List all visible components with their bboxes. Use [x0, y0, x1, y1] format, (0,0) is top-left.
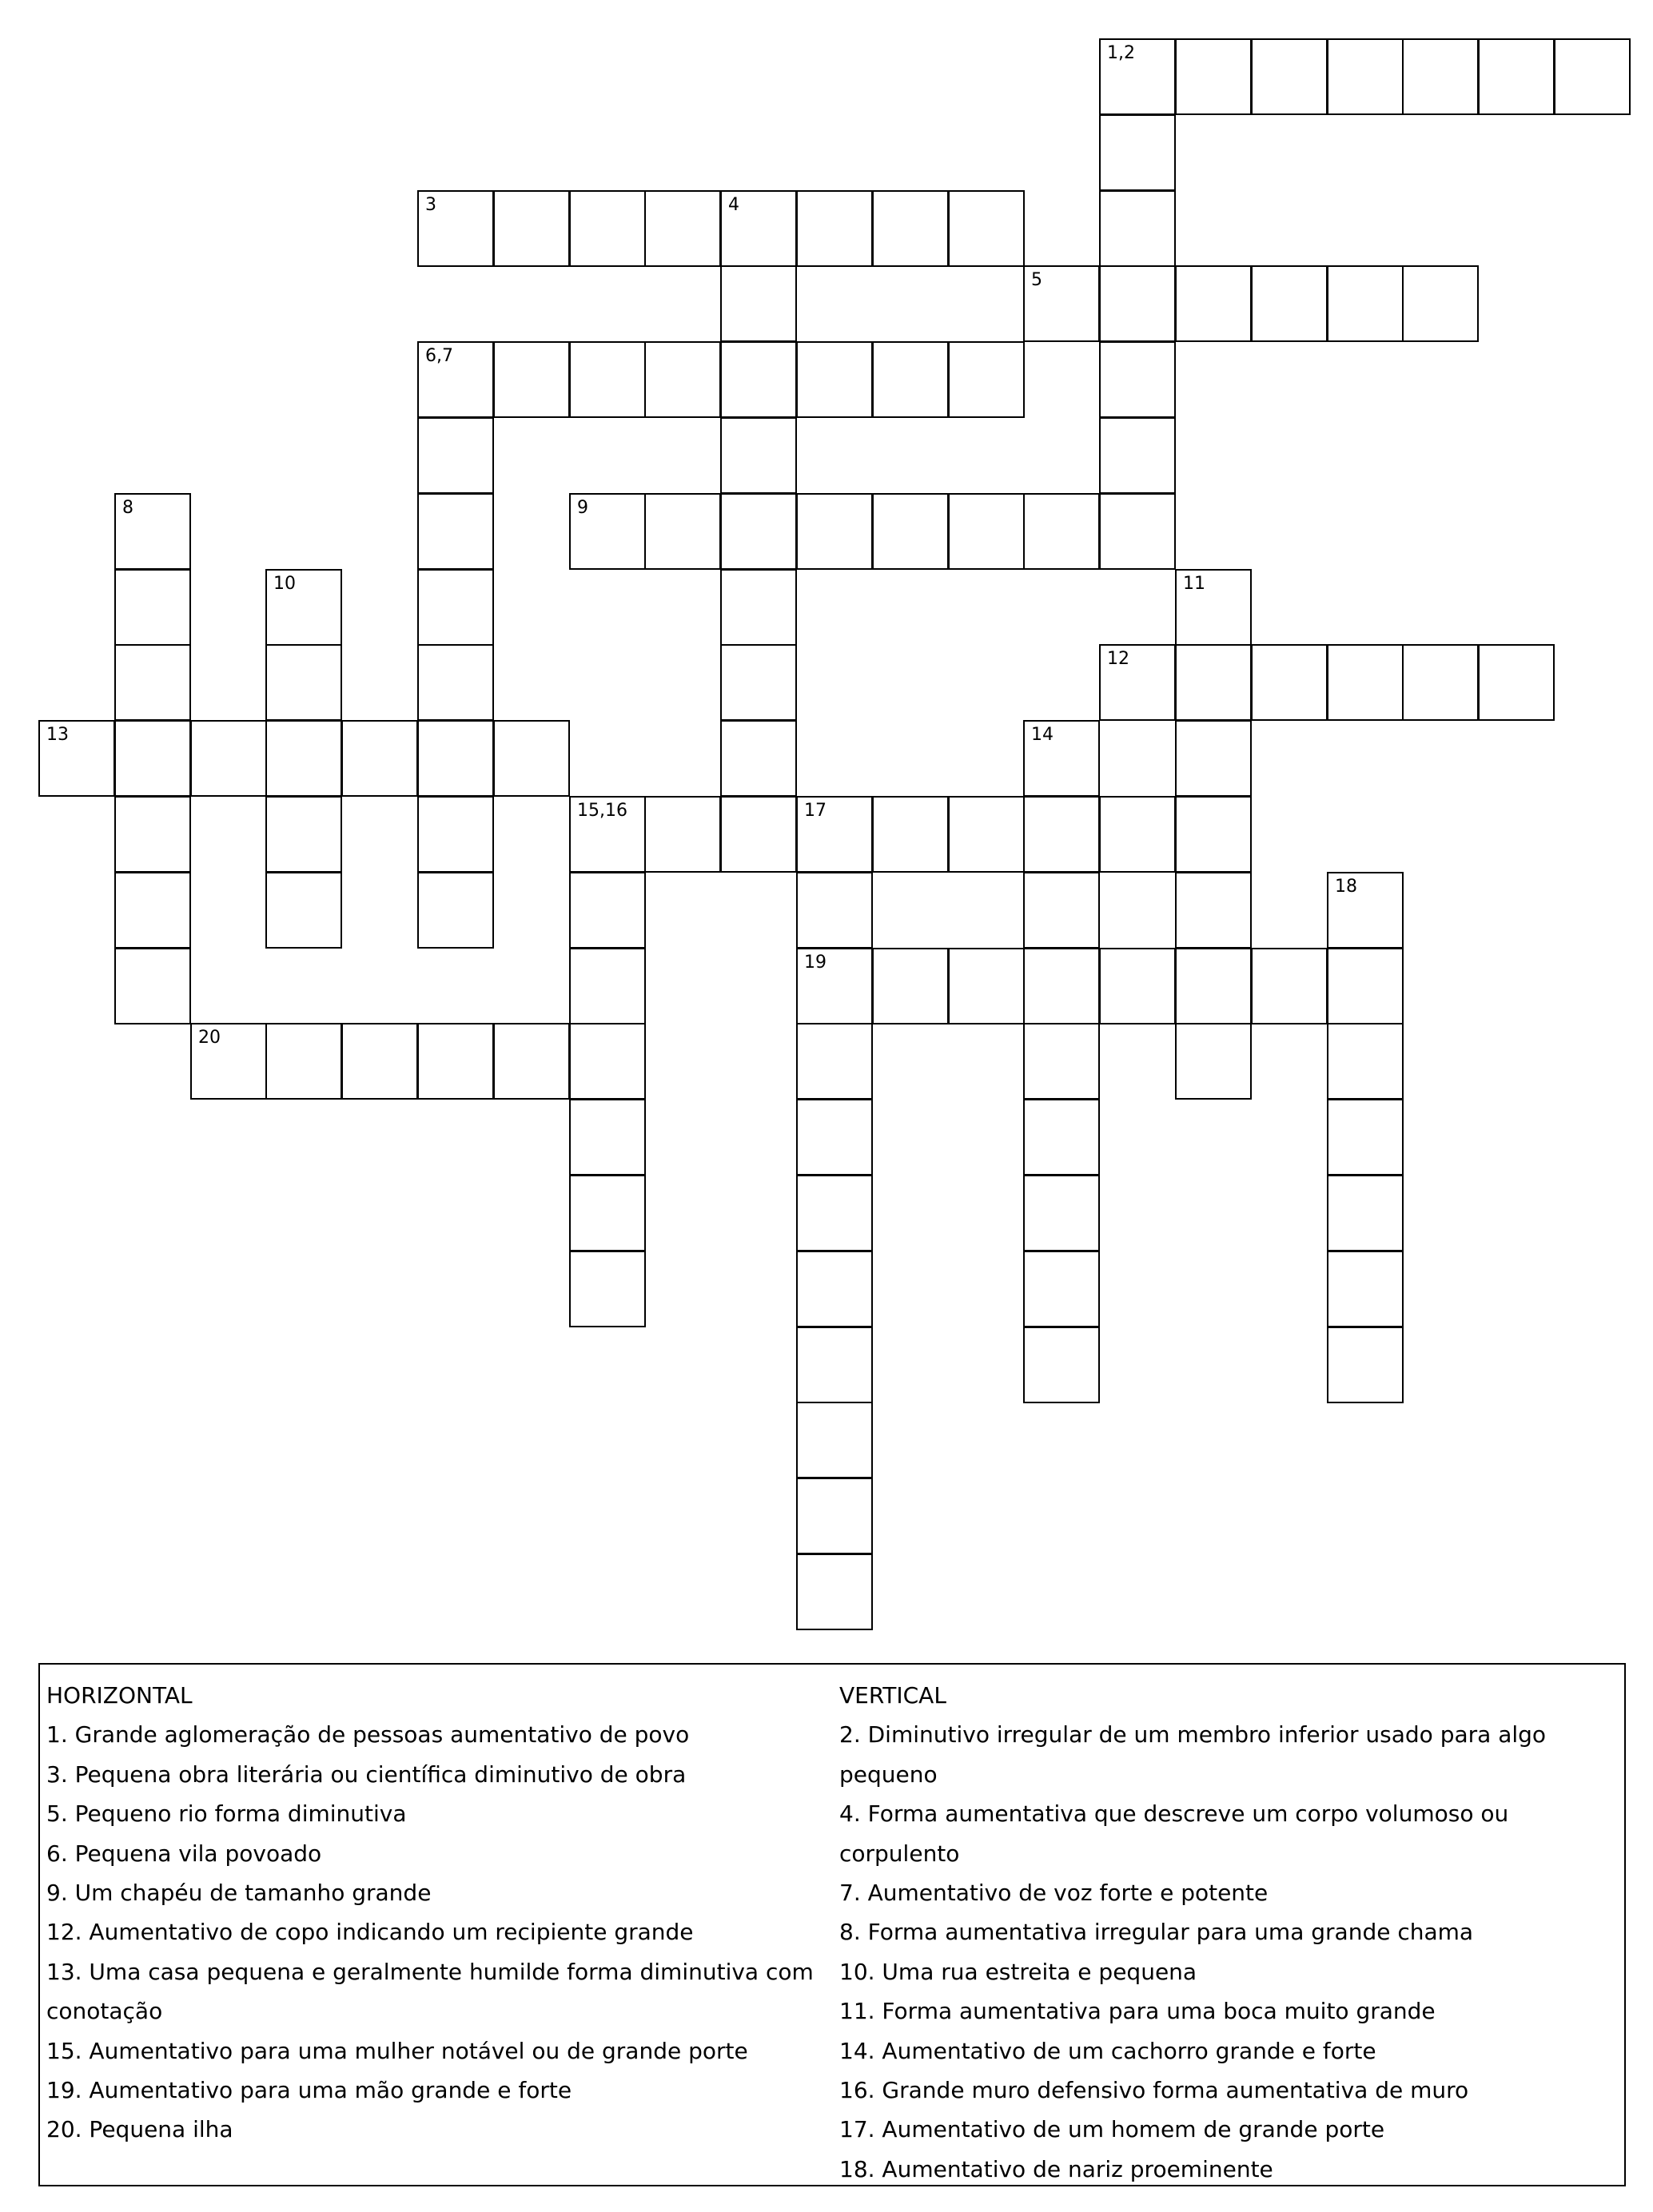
- clue-v-14: 14. Aumentativo de um cachorro grande e forte: [839, 2037, 1376, 2064]
- crossword-cell[interactable]: [1023, 948, 1100, 1024]
- clue-number-6-7: 6,7: [425, 346, 453, 366]
- crossword-cell[interactable]: [1099, 417, 1176, 494]
- crossword-cell[interactable]: [493, 1023, 570, 1100]
- crossword-cell[interactable]: [569, 796, 646, 873]
- crossword-cell[interactable]: [1402, 38, 1479, 115]
- crossword-cell[interactable]: [265, 644, 342, 721]
- crossword-cell[interactable]: [796, 1327, 873, 1403]
- crossword-cell[interactable]: [569, 341, 646, 418]
- crossword-cell[interactable]: [417, 417, 494, 494]
- clue-number-4: 4: [728, 195, 739, 215]
- vertical-clues: [839, 1676, 1623, 2189]
- crossword-cell[interactable]: [796, 1554, 873, 1630]
- crossword-cell[interactable]: [265, 796, 342, 873]
- crossword-cell[interactable]: [1175, 265, 1252, 342]
- crossword-cell[interactable]: [720, 644, 797, 721]
- clue-v-4: 4. Forma aumentativa que descreve um corpo volumoso ou corpulento: [839, 1800, 1509, 1867]
- clue-number-14: 14: [1031, 725, 1054, 745]
- crossword-cell[interactable]: [1478, 644, 1555, 721]
- crossword-cell[interactable]: [796, 948, 873, 1024]
- clue-number-3: 3: [425, 195, 436, 215]
- crossword-cell[interactable]: [1023, 872, 1100, 949]
- clue-h-15: 15. Aumentativo para uma mulher notável ou de grande porte: [46, 2037, 748, 2064]
- crossword-cell[interactable]: [114, 872, 191, 949]
- crossword-cell[interactable]: [265, 872, 342, 949]
- crossword-cell[interactable]: [796, 1478, 873, 1554]
- crossword-cell[interactable]: [644, 190, 721, 267]
- clue-number-10: 10: [273, 574, 296, 594]
- crossword-cell[interactable]: [114, 796, 191, 873]
- clue-h-1: 1. Grande aglomeração de pessoas aumentativo de povo: [46, 1721, 690, 1749]
- crossword-cell[interactable]: [1251, 265, 1328, 342]
- crossword-cell[interactable]: [796, 1099, 873, 1176]
- crossword-cell[interactable]: [1099, 114, 1176, 191]
- crossword-cell[interactable]: [872, 493, 949, 570]
- clue-v-8: 8. Forma aumentativa irregular para uma grande chama: [839, 1919, 1474, 1946]
- crossword-cell[interactable]: [341, 720, 418, 797]
- crossword-cell[interactable]: [265, 569, 342, 646]
- clue-v-7: 7. Aumentativo de voz forte e potente: [839, 1880, 1269, 1907]
- crossword-cell[interactable]: [1554, 38, 1631, 115]
- crossword-cell[interactable]: [1023, 1099, 1100, 1176]
- crossword-cell[interactable]: [1327, 38, 1404, 115]
- crossword-cell[interactable]: [1478, 38, 1555, 115]
- crossword-cell[interactable]: [1175, 644, 1252, 721]
- crossword-cell[interactable]: [1251, 644, 1328, 721]
- crossword-cell[interactable]: [872, 796, 949, 873]
- crossword-cell[interactable]: [569, 1251, 646, 1327]
- clues-box: [38, 1663, 1626, 2186]
- clue-number-9: 9: [577, 498, 588, 518]
- crossword-cell[interactable]: [1327, 1099, 1404, 1176]
- crossword-cell[interactable]: [493, 720, 570, 797]
- crossword-cell[interactable]: [1251, 948, 1328, 1024]
- crossword-cell[interactable]: [1023, 1175, 1100, 1251]
- crossword-cell[interactable]: [1099, 796, 1176, 873]
- crossword-cell[interactable]: [644, 796, 721, 873]
- crossword-cell[interactable]: [417, 190, 494, 267]
- crossword-cell[interactable]: [720, 190, 797, 267]
- crossword-cell[interactable]: [1023, 1327, 1100, 1403]
- crossword-cell[interactable]: [114, 569, 191, 646]
- crossword-cell[interactable]: [114, 720, 191, 797]
- crossword-cell[interactable]: [1023, 796, 1100, 873]
- crossword-cell[interactable]: [341, 1023, 418, 1100]
- crossword-cell[interactable]: [948, 493, 1025, 570]
- crossword-cell[interactable]: [1099, 644, 1176, 721]
- crossword-cell[interactable]: [493, 190, 570, 267]
- crossword-cell[interactable]: [796, 1402, 873, 1478]
- clue-number-15-16: 15,16: [577, 801, 627, 821]
- crossword-cell[interactable]: [948, 190, 1025, 267]
- crossword-cell[interactable]: [569, 190, 646, 267]
- crossword-cell[interactable]: [417, 569, 494, 646]
- horizontal-clues: [46, 1676, 830, 2150]
- crossword-cell[interactable]: [1099, 38, 1176, 115]
- clue-number-17: 17: [804, 801, 826, 821]
- crossword-cell[interactable]: [569, 493, 646, 570]
- clue-h-9: 9. Um chapéu de tamanho grande: [46, 1880, 432, 1907]
- crossword-cell[interactable]: [114, 948, 191, 1024]
- crossword-cell[interactable]: [569, 1175, 646, 1251]
- crossword-cell[interactable]: [1327, 1023, 1404, 1100]
- crossword-cell[interactable]: [1175, 38, 1252, 115]
- crossword-cell[interactable]: [1327, 1251, 1404, 1327]
- crossword-cell[interactable]: [417, 796, 494, 873]
- clue-h-12: 12. Aumentativo de copo indicando um recipiente grande: [46, 1919, 694, 1946]
- crossword-cell[interactable]: [1099, 190, 1176, 267]
- crossword-cell[interactable]: [796, 872, 873, 949]
- crossword-cell[interactable]: [720, 341, 797, 418]
- clue-number-12: 12: [1107, 649, 1129, 669]
- crossword-cell[interactable]: [1099, 948, 1176, 1024]
- crossword-cell[interactable]: [1023, 265, 1100, 342]
- crossword-cell[interactable]: [569, 948, 646, 1024]
- crossword-cell[interactable]: [1099, 341, 1176, 418]
- crossword-cell[interactable]: [1327, 1327, 1404, 1403]
- crossword-cell[interactable]: [1327, 872, 1404, 949]
- clue-h-3: 3. Pequena obra literária ou científica diminutivo de obra: [46, 1760, 687, 1788]
- crossword-cell[interactable]: [190, 1023, 267, 1100]
- crossword-cell[interactable]: [1402, 644, 1479, 721]
- clue-number-11: 11: [1183, 574, 1205, 594]
- crossword-cell[interactable]: [948, 796, 1025, 873]
- clue-number-13: 13: [46, 725, 69, 745]
- crossword-cell[interactable]: [872, 948, 949, 1024]
- clue-v-11: 11. Forma aumentativa para uma boca muito grande: [839, 1998, 1436, 2025]
- clue-v-16: 16. Grande muro defensivo forma aumentativa de muro: [839, 2077, 1469, 2104]
- crossword-cell[interactable]: [720, 569, 797, 646]
- crossword-cell[interactable]: [872, 190, 949, 267]
- crossword-cell[interactable]: [114, 644, 191, 721]
- crossword-cell[interactable]: [948, 341, 1025, 418]
- crossword-cell[interactable]: [1175, 872, 1252, 949]
- crossword-cell[interactable]: [417, 720, 494, 797]
- clue-number-5: 5: [1031, 270, 1042, 290]
- crossword-cell[interactable]: [1175, 1023, 1252, 1100]
- clue-number-18: 18: [1335, 877, 1357, 897]
- crossword-cell[interactable]: [417, 493, 494, 570]
- clue-h-20: 20. Pequena ilha: [46, 2116, 233, 2143]
- clue-number-1-2: 1,2: [1107, 43, 1135, 63]
- clue-v-17: 17. Aumentativo de um homem de grande porte: [839, 2116, 1385, 2143]
- crossword-cell[interactable]: [1099, 265, 1176, 342]
- crossword-cell[interactable]: [265, 720, 342, 797]
- crossword-cell[interactable]: [1327, 644, 1404, 721]
- clue-number-20: 20: [198, 1028, 221, 1048]
- crossword-cell[interactable]: [1023, 1251, 1100, 1327]
- crossword-cell[interactable]: [190, 720, 267, 797]
- crossword-cell[interactable]: [38, 720, 115, 797]
- horizontal-title: HORIZONTAL: [46, 1682, 193, 1709]
- crossword-cell[interactable]: [1175, 948, 1252, 1024]
- vertical-title: VERTICAL: [839, 1682, 946, 1709]
- crossword-cell[interactable]: [1251, 38, 1328, 115]
- crossword-cell[interactable]: [796, 1251, 873, 1327]
- crossword-cell[interactable]: [417, 872, 494, 949]
- clue-h-19: 19. Aumentativo para uma mão grande e forte: [46, 2077, 572, 2104]
- crossword-cell[interactable]: [1023, 1023, 1100, 1100]
- crossword-cell[interactable]: [1402, 265, 1479, 342]
- crossword-cell[interactable]: [720, 493, 797, 570]
- crossword-cell[interactable]: [569, 1023, 646, 1100]
- crossword-cell[interactable]: [720, 417, 797, 494]
- crossword-cell[interactable]: [417, 341, 494, 418]
- crossword-cell[interactable]: [1175, 569, 1252, 646]
- clue-number-8: 8: [122, 498, 133, 518]
- crossword-cell[interactable]: [644, 493, 721, 570]
- crossword-cell[interactable]: [644, 341, 721, 418]
- crossword-cell[interactable]: [1175, 720, 1252, 797]
- clue-h-13: 13. Uma casa pequena e geralmente humilde forma diminutiva com conotação: [46, 1958, 814, 2025]
- crossword-cell[interactable]: [1175, 796, 1252, 873]
- crossword-cell[interactable]: [720, 720, 797, 797]
- crossword-cell[interactable]: [1327, 1175, 1404, 1251]
- crossword-cell[interactable]: [948, 948, 1025, 1024]
- crossword-cell[interactable]: [1327, 265, 1404, 342]
- crossword-cell[interactable]: [796, 796, 873, 873]
- crossword-cell[interactable]: [872, 341, 949, 418]
- crossword-cell[interactable]: [265, 1023, 342, 1100]
- clue-v-18: 18. Aumentativo de nariz proeminente: [839, 2155, 1273, 2182]
- crossword-cell[interactable]: [1023, 493, 1100, 570]
- crossword-cell[interactable]: [114, 493, 191, 570]
- clue-h-6: 6. Pequena vila povoado: [46, 1840, 322, 1867]
- clue-v-2: 2. Diminutivo irregular de um membro inferior usado para algo pequeno: [839, 1721, 1547, 1788]
- crossword-cell[interactable]: [720, 796, 797, 873]
- crossword-cell[interactable]: [569, 1099, 646, 1176]
- crossword-cell[interactable]: [493, 341, 570, 418]
- crossword-cell[interactable]: [417, 1023, 494, 1100]
- crossword-cell[interactable]: [796, 1023, 873, 1100]
- clue-h-5: 5. Pequeno rio forma diminutiva: [46, 1800, 407, 1828]
- crossword-cell[interactable]: [417, 644, 494, 721]
- crossword-cell[interactable]: [720, 265, 797, 342]
- crossword-cell[interactable]: [1327, 948, 1404, 1024]
- clue-number-19: 19: [804, 953, 826, 973]
- crossword-cell[interactable]: [1099, 493, 1176, 570]
- crossword-cell[interactable]: [569, 872, 646, 949]
- crossword-cell[interactable]: [796, 1175, 873, 1251]
- crossword-cell[interactable]: [1023, 720, 1100, 797]
- clue-v-10: 10. Uma rua estreita e pequena: [839, 1958, 1197, 1985]
- crossword-cell[interactable]: [796, 493, 873, 570]
- crossword-cell[interactable]: [796, 341, 873, 418]
- crossword-cell[interactable]: [796, 190, 873, 267]
